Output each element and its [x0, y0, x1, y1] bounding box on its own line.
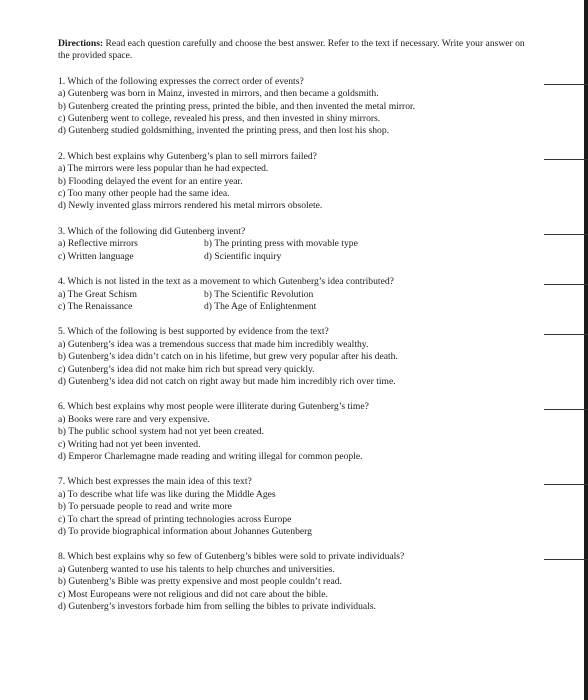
option-b: b) Gutenberg created the printing press, printed the bible, and then invented the metal mirror. [58, 100, 416, 112]
option-d: d) The Age of Enlightenment [204, 300, 317, 312]
option-d: d) Newly invented glass mirrors rendered his metal mirrors obsolete. [58, 200, 323, 212]
directions-label: Directions: [58, 38, 104, 49]
question-stem: 8. Which best explains why so few of Gutenberg’s bibles were sold to private individuals? [58, 551, 405, 563]
option-a: a) The mirrors were less popular than he had expected. [58, 163, 269, 175]
question-stem: 4. Which is not listed in the text as a movement to which Gutenberg’s idea contributed? [58, 276, 394, 288]
question-stem: 5. Which of the following is best supported by evidence from the text? [58, 326, 329, 338]
answer-line-2[interactable] [544, 159, 588, 160]
option-a: a) Reflective mirrors [58, 238, 138, 250]
option-c: c) Written language [58, 250, 134, 262]
directions-text: Read each question carefully and choose the best answer. Refer to the text if necessary. Write your answer on the provided space. [58, 38, 525, 62]
option-d: d) Gutenberg’s idea did not catch on right away but made him incredibly rich over time. [58, 375, 396, 387]
question-2 [58, 151, 530, 213]
worksheet [58, 38, 530, 626]
answer-line-7[interactable] [544, 484, 588, 485]
question-stem: 2. Which best explains why Gutenberg’s plan to sell mirrors failed? [58, 150, 317, 162]
option-b: b) The printing press with movable type [204, 238, 358, 250]
option-d: d) Gutenberg’s investors forbade him from selling the bibles to private individuals. [58, 601, 376, 613]
answer-line-8[interactable] [544, 559, 588, 560]
directions [58, 38, 530, 63]
answer-line-4[interactable] [544, 284, 588, 285]
answer-line-1[interactable] [544, 84, 588, 85]
option-b: b) Gutenberg’s Bible was pretty expensive and most people couldn’t read. [58, 576, 342, 588]
option-b: b) The Scientific Revolution [204, 288, 314, 300]
option-a: a) Books were rare and very expensive. [58, 413, 210, 425]
option-a: a) Gutenberg wanted to use his talents to help churches and universities. [58, 563, 335, 575]
option-a: a) The Great Schism [58, 288, 137, 300]
answer-line-3[interactable] [544, 234, 588, 235]
option-a: a) Gutenberg was born in Mainz, invested in mirrors, and then became a goldsmith. [58, 88, 379, 100]
option-b: b) Gutenberg’s idea didn’t catch on in his lifetime, but grew very popular after his death. [58, 351, 398, 363]
question-4 [58, 276, 530, 313]
option-c: c) The Renaissance [58, 300, 133, 312]
option-a: a) Gutenberg’s idea was a tremendous success that made him incredibly wealthy. [58, 338, 369, 350]
option-c: c) Gutenberg’s idea did not make him rich but spread very quickly. [58, 363, 315, 375]
option-grid [58, 238, 530, 263]
option-b: b) The public school system had not yet been created. [58, 426, 265, 438]
question-stem: 7. Which best expresses the main idea of this text? [58, 476, 252, 488]
question-1 [58, 76, 530, 138]
option-c: c) Too many other people had the same idea. [58, 188, 230, 200]
page-edge-bar [584, 0, 588, 700]
question-stem: 1. Which of the following expresses the correct order of events? [58, 75, 304, 87]
option-d: d) Scientific inquiry [204, 250, 282, 262]
option-b: b) To persuade people to read and write more [58, 501, 232, 513]
question-3 [58, 226, 530, 263]
question-7 [58, 476, 530, 538]
question-6 [58, 401, 530, 463]
answer-line-6[interactable] [544, 409, 588, 410]
option-c: c) Most Europeans were not religious and did not care about the bible. [58, 588, 328, 600]
answer-line-5[interactable] [544, 334, 588, 335]
question-8 [58, 551, 530, 613]
option-d: d) Emperor Charlemagne made reading and writing illegal for common people. [58, 450, 363, 462]
question-stem: 6. Which best explains why most people were illiterate during Gutenberg’s time? [58, 401, 369, 413]
option-d: d) Gutenberg studied goldsmithing, invented the printing press, and then lost his shop. [58, 125, 390, 137]
option-c: c) Writing had not yet been invented. [58, 438, 201, 450]
question-stem: 3. Which of the following did Gutenberg invent? [58, 225, 246, 237]
option-d: d) To provide biographical information about Johannes Gutenberg [58, 526, 312, 537]
option-grid [58, 289, 530, 314]
question-5 [58, 326, 530, 388]
option-b: b) Flooding delayed the event for an entire year. [58, 175, 243, 187]
option-c: c) Gutenberg went to college, revealed his press, and then invested in shiny mirrors. [58, 113, 381, 125]
option-a: a) To describe what life was like during the Middle Ages [58, 488, 276, 500]
option-c: c) To chart the spread of printing technologies across Europe [58, 513, 292, 525]
